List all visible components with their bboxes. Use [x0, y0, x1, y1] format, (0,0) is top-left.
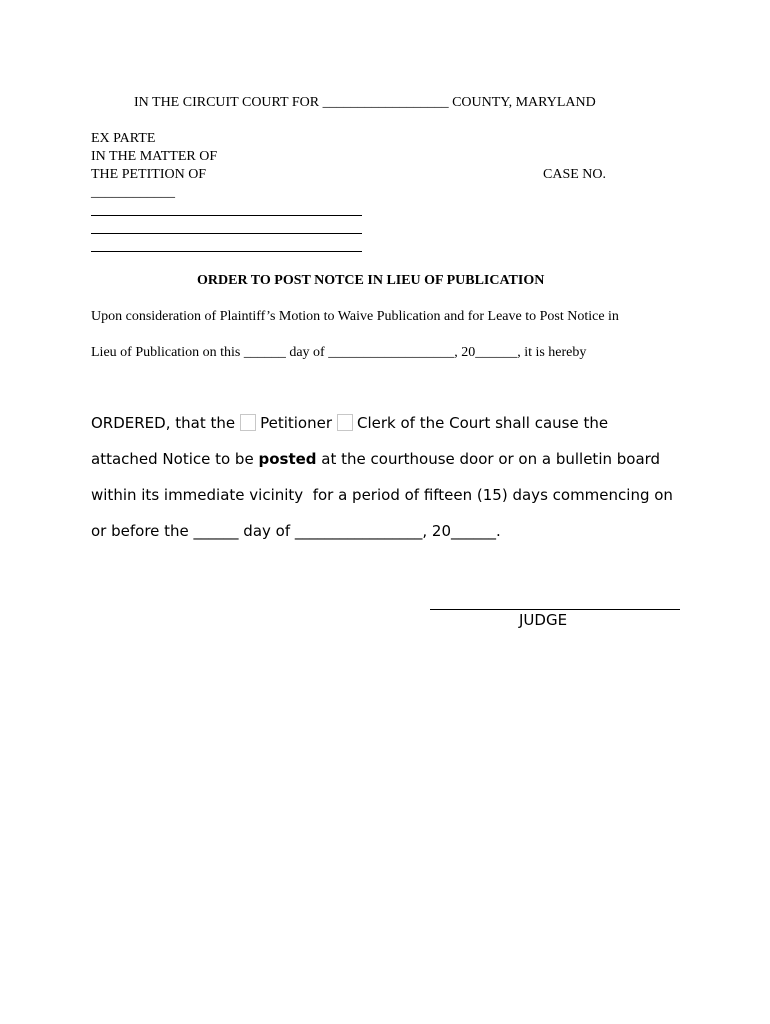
order-line-2-pre: attached Notice to be [91, 450, 259, 468]
consideration-line-2: Lieu of Publication on this ______ day of __________________, 20______, it is hereby [91, 345, 587, 360]
order-line-1 [91, 414, 608, 432]
caption-petition-of: THE PETITION OF [91, 167, 207, 182]
petitioner-checkbox[interactable] [240, 414, 256, 431]
ordered-prefix: ORDERED, that the [91, 414, 236, 432]
posted-emphasis: posted [258, 450, 317, 468]
order-line-4: or before the ______ day of _________________, 20______. [91, 522, 501, 540]
court-header: IN THE CIRCUIT COURT FOR __________________ COUNTY, MARYLAND [134, 95, 596, 110]
judge-label: JUDGE [519, 611, 568, 629]
caption-blank-line-1 [91, 215, 362, 216]
caption-ex-parte: EX PARTE [91, 131, 156, 146]
case-number-label: CASE NO. [543, 167, 607, 182]
caption-in-the-matter-of: IN THE MATTER OF [91, 149, 218, 164]
clerk-checkbox[interactable] [337, 414, 353, 431]
caption-blank-line-2 [91, 233, 362, 234]
petitioner-option-label: Petitioner [260, 414, 333, 432]
order-line-2 [91, 450, 660, 468]
order-line-3: within its immediate vicinity for a period of fifteen (15) days commencing on [91, 486, 673, 504]
judge-signature-line [430, 609, 680, 610]
order-title: ORDER TO POST NOTCE IN LIEU OF PUBLICATION [197, 273, 545, 288]
order-line-2-post: at the courthouse door or on a bulletin board [316, 450, 661, 468]
petitioner-name-blank: ____________ [91, 185, 175, 200]
consideration-line-1: Upon consideration of Plaintiff’s Motion to Waive Publication and for Leave to Post Notice in [91, 309, 619, 324]
caption-blank-line-3 [91, 251, 362, 252]
clerk-option-label: Clerk of the Court shall cause the [357, 414, 609, 432]
